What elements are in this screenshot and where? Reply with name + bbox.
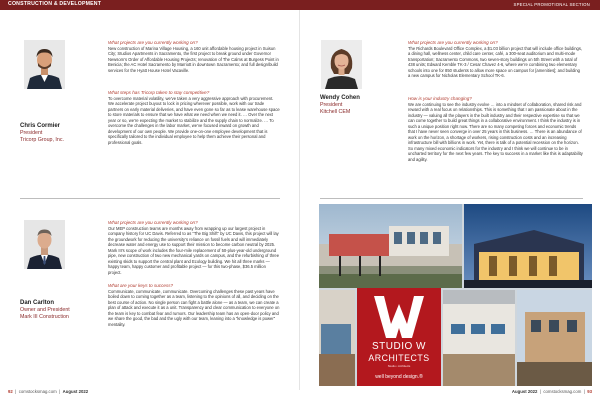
- footer-left: 92 | comstocksmag.com | August 2022: [8, 389, 89, 394]
- profile-company: Kitchell CEM: [320, 109, 351, 115]
- question-heading: What projects are you currently working on?: [108, 40, 198, 45]
- profile-title: President: [20, 130, 43, 136]
- ad-subtitle: Studio • Architects: [387, 364, 411, 368]
- ad-studio-name: STUDIO W: [372, 341, 426, 352]
- page-spine: [299, 10, 300, 390]
- portrait-dan-carlton: [24, 220, 65, 269]
- answer-text: Communicate, communicate, communicate. Overcoming challenges these past years have boiled down to coming together as a team, listening to the opinions of all, and deciding on the best course of action. No single person can fight a battle alone — as a team, we can create a plan of attack and execute it as a unit. Transparency and clear communication to everyone on the team is key to combat fear and rumors. Our leadership team has an open-door policy and we share the good, the bad and the ugly with our team, leaning into a “knowledge is power” mentality.: [108, 289, 280, 327]
- profile-company: Mark III Construction: [20, 314, 69, 320]
- answer-text: The Richards Boulevard Office Complex, a $1.03 billion project that will include office buildings, a dining hall, wellness center, child care center, café, a 300-seat auditorium and multi-mode transportation; Sacramento Commons, two seven-story buildings on 5th Street with a total of 438 units; Edward Kemble TK-3 / Cesar Chavez 4-6, where we’re combining two elementary schools into one for 850 students to allow more space on campus for [amenities]; and building a new campus for Nicholas Elementary School TK-6.: [408, 46, 583, 79]
- portrait-wendy-cohen: [321, 40, 362, 89]
- question-heading: How is your industry changing?: [408, 96, 472, 101]
- footer-site: comstocksmag.com: [18, 389, 57, 394]
- footer-issue: August 2022: [62, 389, 89, 394]
- answer-text: Our MEP construction teams are months away from wrapping up our largest project in company history for UC Davis. Referred to as “The Big Shift” by UC Davis, this project will lay the groundwork for reducing the university’s reliance on fossil fuels and will immediately decrease water and energy use to support their mission to become carbon neutral by 2025. Mark III’s scope of work includes the four-mile replacement of 50-plus-year-old underground pipe, new construction of two new mechanical yards on campus, and the refurbishing of three existing skids to support the central plant and Ecology building. We hit all three marks — happy team, happy customer and profitable project — for this two-phase, $36.5 million project.: [108, 226, 280, 275]
- answer-text: To overcome material volatility, we’ve taken a very aggressive approach with procurement. We accelerate project buyout to lock in pricing wherever possible, work with our trade partners on early material deliveries, and have even gone so far as to lease warehouse space to store materials to ensure that we have what we need when we need it. … Over the next year or so, we’re expecting the market to stabilize and the supply chain to normalize. … To overcome the challenges in the labor market, we’ve focused inward on growth and development of our own people. We provide one-on-one employee development that is specifically tailored to the individual employee to help them achieve their personal and professional goals.: [108, 96, 280, 145]
- question-heading: What projects are you currently working on?: [408, 40, 498, 45]
- studio-w-logo-mark: [374, 296, 424, 338]
- question-heading: What are your keys to success?: [108, 283, 174, 288]
- studio-w-logo-tile: [357, 288, 441, 386]
- page-number: 93: [587, 389, 592, 394]
- footer-issue: August 2022: [511, 389, 538, 394]
- profile-title: President: [320, 102, 343, 108]
- question-heading: What projects are you currently working on?: [108, 220, 198, 225]
- profile-company: Tricorp Group, Inc.: [20, 137, 64, 143]
- answer-text: New construction of Marina Village Housing, a 160 unit affordable housing project in Suisun City; Studios Apartments in Sacramento, the first project to break ground under Governor Newsom’s Order of Affordable Housing Projects; renovation of The Calms at Burgess Point in Benicia; the AC Hotel Sacramento by Marriott in downtown Sacramento; and full design/build services for the Hyatt House Hotel Vacaville.: [108, 46, 279, 73]
- section-divider: [20, 198, 280, 199]
- profile-title: Owner and President: [20, 307, 70, 313]
- portrait-chris-cormier: [24, 40, 65, 89]
- section-title: CONSTRUCTION & DEVELOPMENT: [8, 1, 102, 7]
- footer-right: August 2022 | comstocksmag.com | 93: [511, 389, 592, 394]
- ad-architects: ARCHITECTS: [368, 353, 430, 363]
- question-heading: What steps has Tricorp taken to stay competitive?: [108, 90, 210, 95]
- section-divider: [320, 198, 583, 199]
- page-number: 92: [8, 389, 13, 394]
- answer-text: We are continuing to see the industry evolve … into a mindset of collaboration, shared risk and reward with a real focus on relationships. This is something that I am passionate about in the industry — valuing all the players in the built industry and their respective expertise so that we can come together to build great things in a collaborative environment. I think the industry is in such a unique position right now. There are so many competing forces and economic trends that I have never seen converge in over 25 years in this business. … There is an abundance of work on the horizon, a shortage of workers, rising construction costs and an increasing infrastructure bill with billions in work. Yet, there is talk of a potential recession on the horizon. So many mixed economic indicators for the industry and I think we will continue to be in uncharted territory for the next few years. The key to success in a market like this is adaptability and agility.: [408, 102, 583, 162]
- ad-tagline: well beyond design.®: [375, 374, 423, 380]
- footer-site: comstocksmag.com: [543, 389, 582, 394]
- profile-name: Chris Cormier: [20, 123, 61, 129]
- profile-name: Wendy Cohen: [320, 95, 360, 101]
- promo-label: SPECIAL PROMOTIONAL SECTION: [513, 1, 590, 7]
- profile-name: Dan Carlton: [20, 300, 55, 306]
- section-header-bar: [0, 0, 600, 10]
